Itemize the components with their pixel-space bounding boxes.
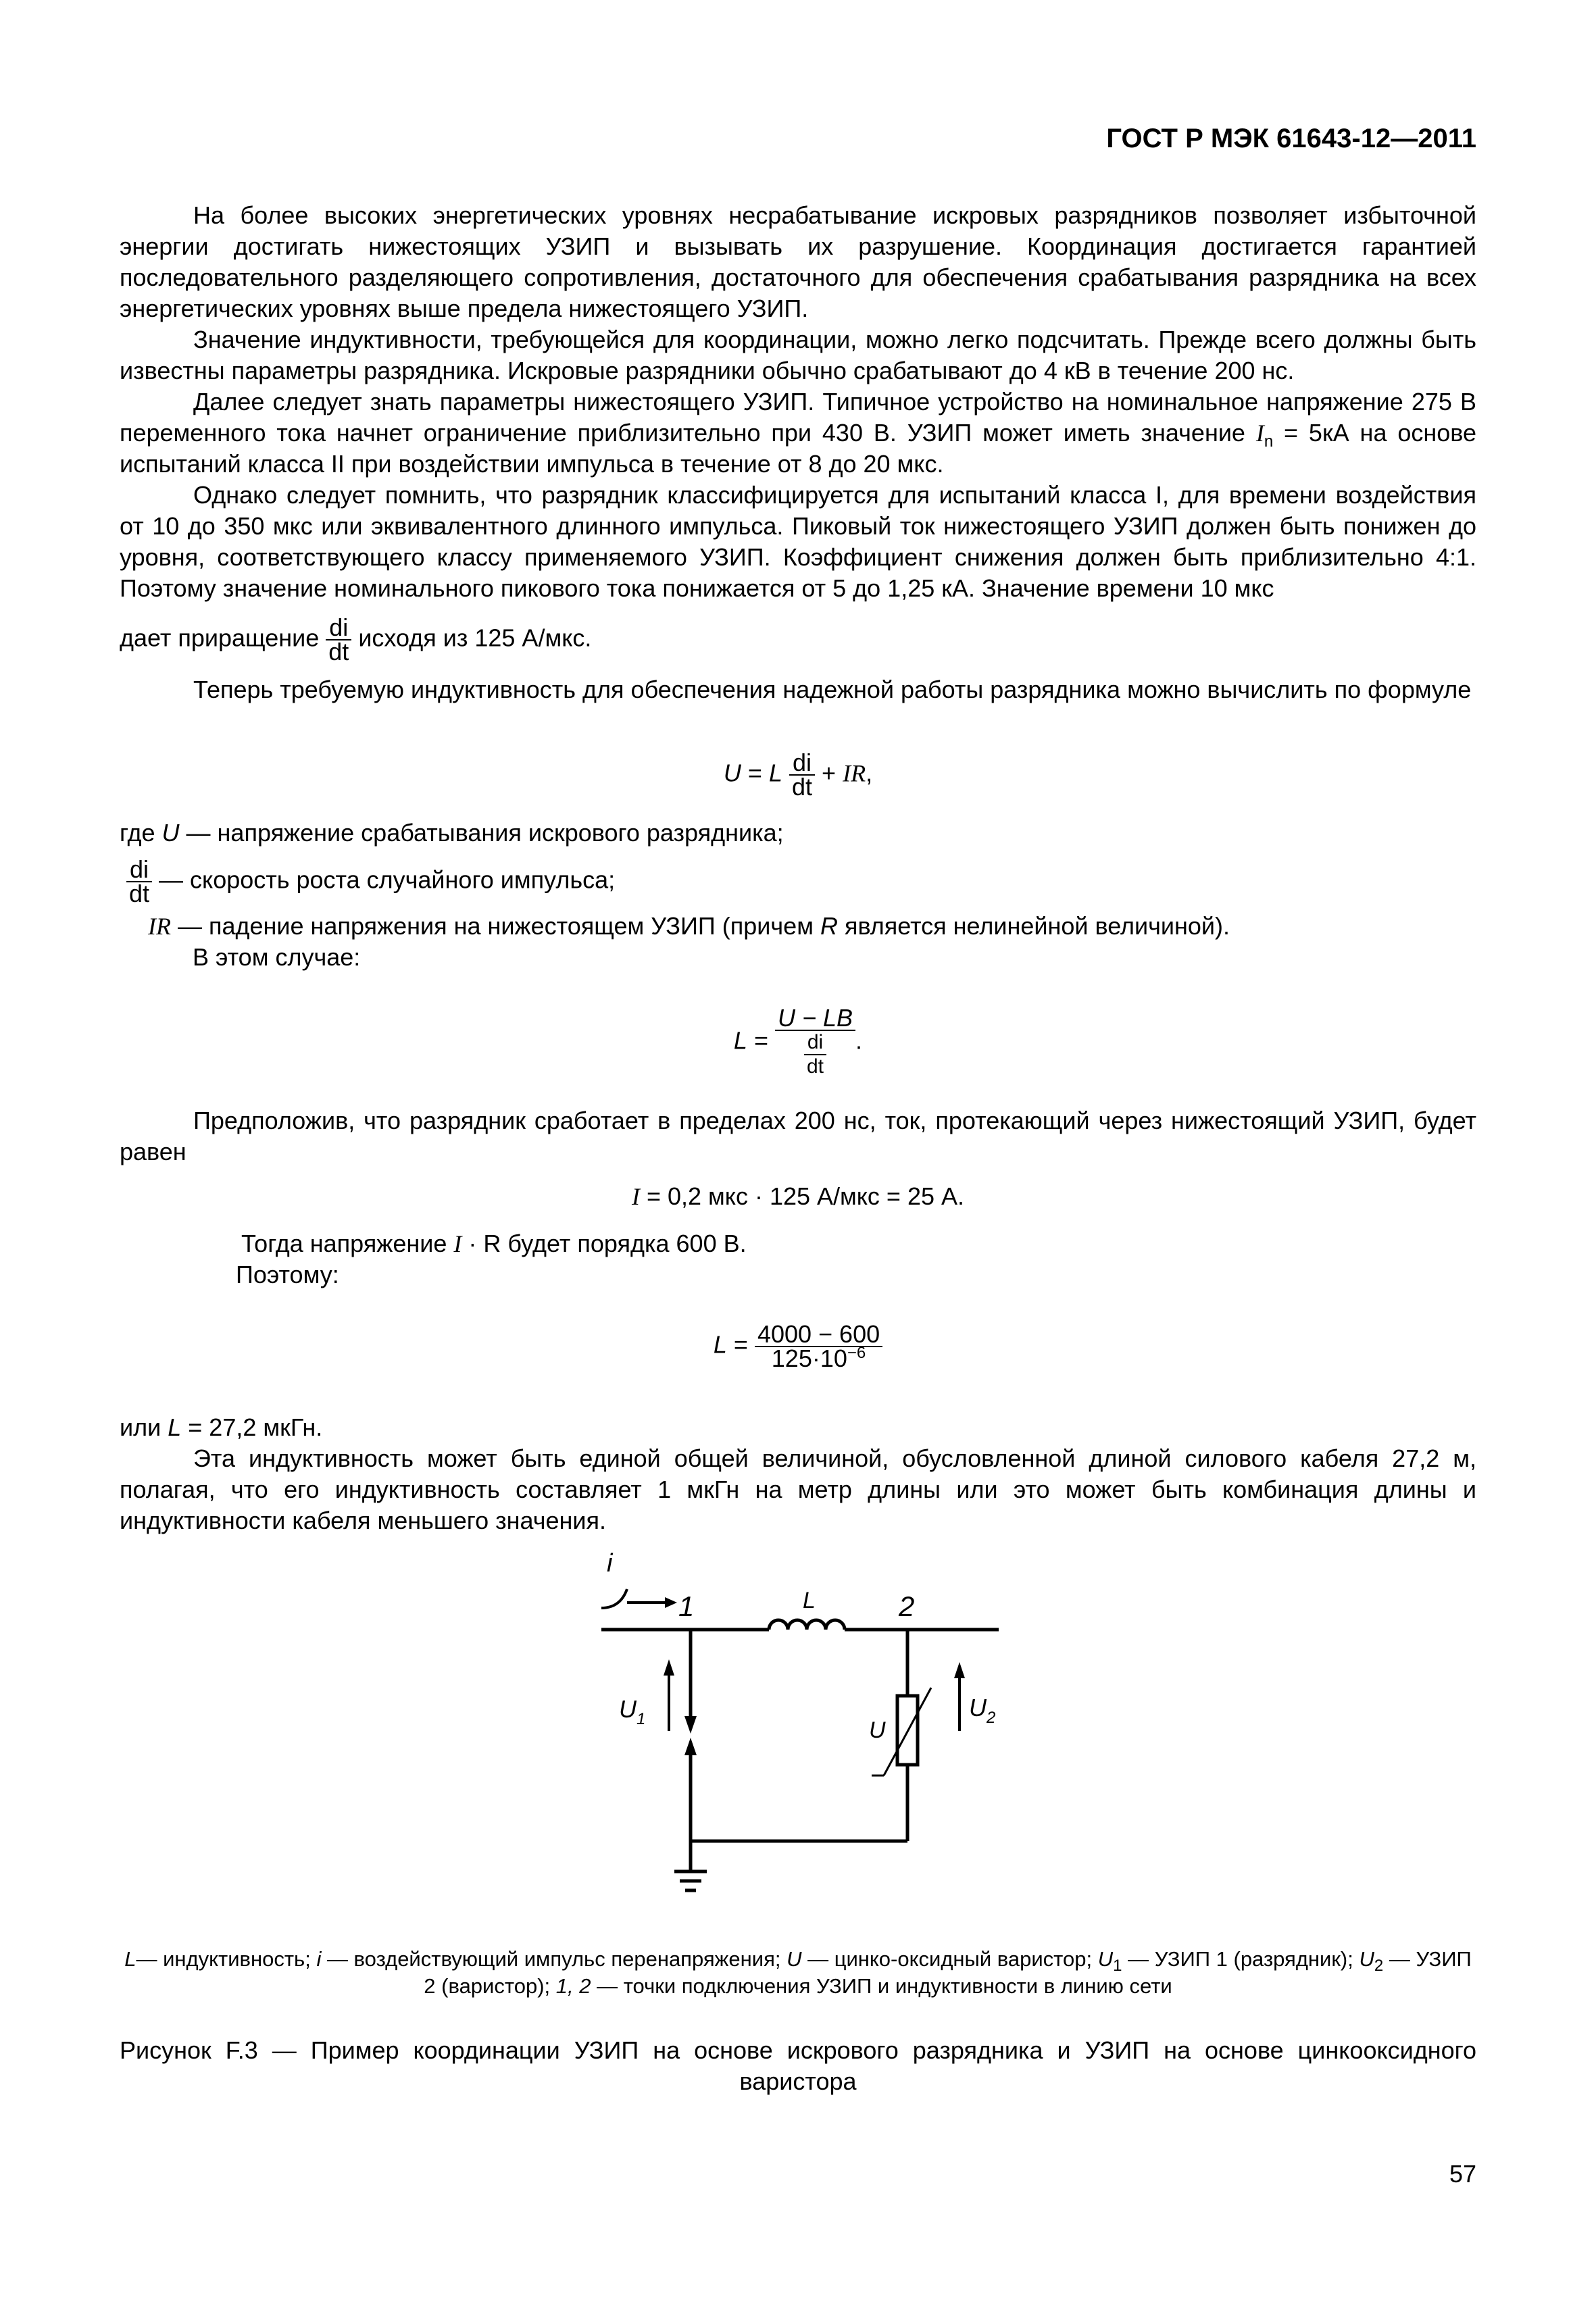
body-text-2	[120, 674, 1476, 705]
in-this-case: В этом случае:	[193, 943, 361, 971]
paragraph-6: Теперь требуемую индуктивность для обеспечения надежной работы разрядника можно вычислить по формуле	[193, 676, 1472, 703]
body-text-1	[120, 200, 1476, 604]
formula-l: L = $\frac{U - LB}{\frac{di}{dt}}$ .	[733, 1004, 863, 1078]
diagram-label-u2: $U_2$	[969, 1694, 996, 1727]
therefore: Поэтому:	[236, 1261, 339, 1288]
then-lines	[120, 1228, 1476, 1290]
diagram-label-2: 2	[899, 1590, 915, 1622]
di-dt-fraction: $\frac{di}{dt}$	[326, 616, 351, 663]
paragraph-3: Далее следует знать параметры нижестоящего УЗИП. Типичное устройство на номинальное напряжение 275 В переменного тока начнет ограничение приблизительно при 430 В. УЗИП может иметь значение $I_n = 5кА$ на основе испытаний класса II при воздействии импульса в течение от 8 до 20 мкс.	[120, 388, 1476, 478]
formula-l-value: L = $\frac{4000 - 600}{125\cdot 10^{-6}}$	[120, 1323, 1476, 1370]
formula-u: U = L $\frac{di}{dt}$ + IR,	[723, 749, 873, 801]
diagram-label-u1: $U_1$	[619, 1695, 646, 1728]
formula-i: I = 0,2 мкс · 125 А/мкс = 25 А.	[631, 1182, 965, 1210]
def-didt: $\frac{di}{dt}$ — скорость роста случайного импульса;	[120, 858, 1476, 905]
or-l-line: или L = 27,2 мкГн.	[120, 1413, 323, 1441]
diagram-label-L: L	[803, 1588, 816, 1613]
where-definitions	[120, 818, 1476, 973]
body-text-3	[120, 1105, 1476, 1167]
page-number: 57	[1449, 2160, 1476, 2188]
diagram-label-1: 1	[678, 1590, 695, 1622]
diagram-label-i: i	[607, 1549, 613, 1578]
paragraph-4: Однако следует помнить, что разрядник классифицируется для испытаний класса I, для времени воздействия от 10 до 350 мкс или эквивалентного длинного импульса. Пиковый ток нижестоящего УЗИП должен быть понижен до уровня, соответствующего классу применяемого УЗИП. Коэффициент снижения должен быть приблизительно 4:1. Поэтому значение номинального пикового тока понижается от 5 до 1,25 кА. Значение времени 10 мкс	[120, 481, 1476, 602]
circuit-diagram	[554, 1540, 1041, 1905]
figure-legend: L— индуктивность; i — воздействующий импульс перенапряжения; U — цинко-оксидный варистор; $U_1$ — УЗИП 1 (разрядник); $U_2$ — УЗИП 2 (варистор); 1, 2 — точки подключения УЗИП и индуктивности в линию сети	[124, 1947, 1472, 1998]
def-ir: IR — падение напряжения на нижестоящем УЗИП (причем R является нелинейной величиной).	[148, 912, 1230, 940]
paragraph-8: Эта индуктивность может быть единой общей величиной, обусловленной длиной силового кабеля 27,2 м, полагая, что его индуктивность составляет 1 мкГн на метр длины или это может быть комбинация длины и индуктивности кабеля меньшего значения.	[120, 1444, 1476, 1534]
figure-caption: Рисунок F.3 — Пример координации УЗИП на основе искрового разрядника и УЗИП на основе цинкооксидного варистора	[120, 2036, 1476, 2095]
def-u: где U — напряжение срабатывания искрового разрядника;	[120, 819, 784, 847]
paragraph-1: На более высоких энергетических уровнях несрабатывание искровых разрядников позволяет избыточной энергии достигать нижестоящих УЗИП и вызывать их разрушение. Координация достигается гарантией последовательного разделяющего сопротивления, достаточного для обеспечения срабатывания разрядника на всех энергетических уровнях выше предела нижестоящего УЗИП.	[120, 201, 1476, 322]
increment-line: дает приращение $\frac{di}{dt}$ исходя из 125 А/мкс.	[120, 613, 592, 665]
body-text-4	[120, 1412, 1476, 1536]
then-voltage: Тогда напряжение I · R будет порядка 600 В.	[241, 1230, 747, 1257]
doc-header-code: ГОСТ Р МЭК 61643-12—2011	[1106, 124, 1476, 153]
paragraph-7: Предположив, что разрядник сработает в пределах 200 нс, ток, протекающий через нижестоящий УЗИП, будет равен	[120, 1107, 1476, 1165]
paragraph-2: Значение индуктивности, требующейся для координации, можно легко подсчитать. Прежде всего должны быть известны параметры разрядника. Искровые разрядники обычно срабатывают до 4 кВ в течение 200 нс.	[120, 326, 1476, 384]
diagram-label-u: U	[869, 1717, 886, 1743]
